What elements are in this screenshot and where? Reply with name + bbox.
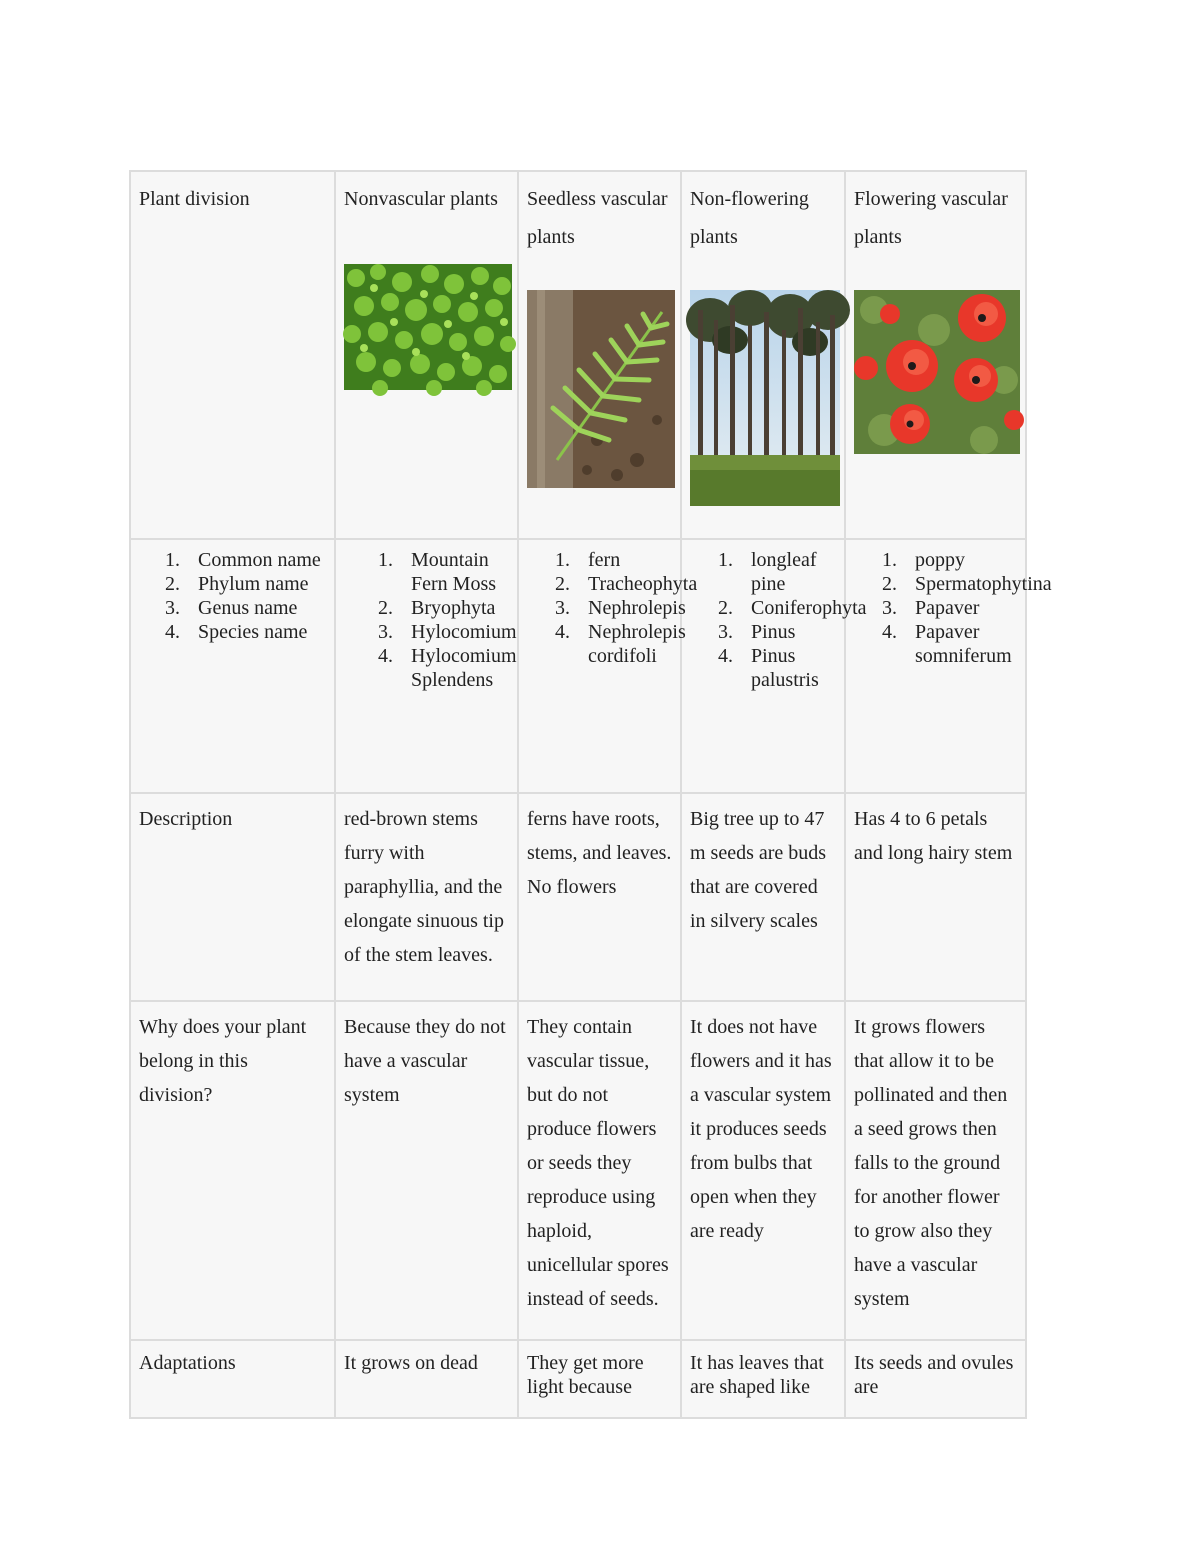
adaptations-nonvascular: It grows on dead	[335, 1340, 518, 1418]
list-item: 4. Pinus palustris	[718, 645, 819, 691]
description-label: Description	[130, 793, 335, 1001]
header-cell-label	[130, 171, 335, 539]
list-item: 2. Coniferophyta	[718, 597, 867, 619]
list-item: 3. Papaver	[882, 597, 980, 619]
moss-photo	[344, 264, 512, 390]
name-list	[555, 548, 698, 668]
list-item: 3. Genus name	[165, 597, 298, 619]
list-item: 4. Papaver somniferum	[882, 621, 1012, 667]
list-item: 1. poppy	[882, 549, 965, 571]
list-item: 1. Mountain Fern Moss	[378, 549, 497, 595]
header-cell-nonflowering	[681, 171, 845, 539]
header-cell-nonvascular	[335, 171, 518, 539]
header-text: Plant division	[139, 188, 250, 210]
header-text: Nonvascular plants	[344, 188, 498, 210]
adaptations-flowering: Its seeds and ovules are	[845, 1340, 1026, 1418]
header-row	[130, 171, 1026, 539]
why-nonvascular: Because they do not have a vascular system	[335, 1001, 518, 1340]
description-flowering: Has 4 to 6 petals and long hairy stem	[845, 793, 1026, 1001]
why-seedless: They contain vascular tissue, but do not produce flowers or seeds they reproduce using haploid, unicellular spores instead of seeds.	[518, 1001, 681, 1340]
poppy-photo	[854, 290, 1020, 454]
list-item: 2. Spermatophytina	[882, 573, 1052, 595]
why-flowering: It grows flowers that allow it to be pollinated and then a seed grows then falls to the ground for another flower to grow also they have a vascular system	[845, 1001, 1026, 1340]
name-list	[718, 548, 867, 692]
header-text: Seedless vascular plants	[527, 188, 668, 248]
list-item: 2. Bryophyta	[378, 597, 496, 619]
list-item: 3. Nephrolepis	[555, 597, 686, 619]
adaptations-nonflowering: It has leaves that are shaped like	[681, 1340, 845, 1418]
names-cell-nonflowering	[681, 539, 867, 793]
names-cell-label	[130, 539, 335, 793]
name-list	[165, 548, 326, 644]
list-item: 4. Nephrolepis cordifoli	[555, 621, 686, 667]
plant-division-table	[129, 170, 1052, 1419]
header-text: Non-flowering plants	[690, 188, 809, 248]
names-cell-flowering	[845, 539, 1052, 793]
list-item: 1. longleaf pine	[718, 549, 817, 595]
list-item: 2. Phylum name	[165, 573, 309, 595]
list-item: 2. Tracheophyta	[555, 573, 698, 595]
adaptations-row	[130, 1340, 1026, 1418]
why-label: Why does your plant belong in this division?	[130, 1001, 335, 1340]
description-seedless: ferns have roots, stems, and leaves. No flowers	[518, 793, 681, 1001]
adaptations-seedless: They get more light because	[518, 1340, 681, 1418]
name-list	[378, 548, 517, 692]
description-row	[130, 793, 1026, 1001]
description-nonflowering: Big tree up to 47 m seeds are buds that are covered in silvery scales	[681, 793, 845, 1001]
why-nonflowering: It does not have flowers and it has a vascular system it produces seeds from bulbs that open when they are ready	[681, 1001, 845, 1340]
list-item: 1. fern	[555, 549, 621, 571]
adaptations-label: Adaptations	[130, 1340, 335, 1418]
list-item: 3. Hylocomium	[378, 621, 517, 643]
name-list	[882, 548, 1052, 668]
header-cell-seedless	[518, 171, 681, 539]
fern-photo	[527, 290, 675, 488]
header-text: Flowering vascular plants	[854, 188, 1008, 248]
list-item: 3. Pinus	[718, 621, 796, 643]
why-row	[130, 1001, 1026, 1340]
header-cell-flowering	[845, 171, 1026, 539]
list-item: 1. Common name	[165, 549, 321, 571]
names-cell-seedless	[518, 539, 698, 793]
names-row	[130, 539, 1026, 793]
list-item: 4. Hylocomium Splendens	[378, 645, 517, 691]
names-cell-nonvascular	[335, 539, 518, 793]
list-item: 4. Species name	[165, 621, 308, 643]
description-nonvascular: red-brown stems furry with paraphyllia, and the elongate sinuous tip of the stem leaves.	[335, 793, 518, 1001]
pine-forest-photo	[690, 290, 840, 506]
